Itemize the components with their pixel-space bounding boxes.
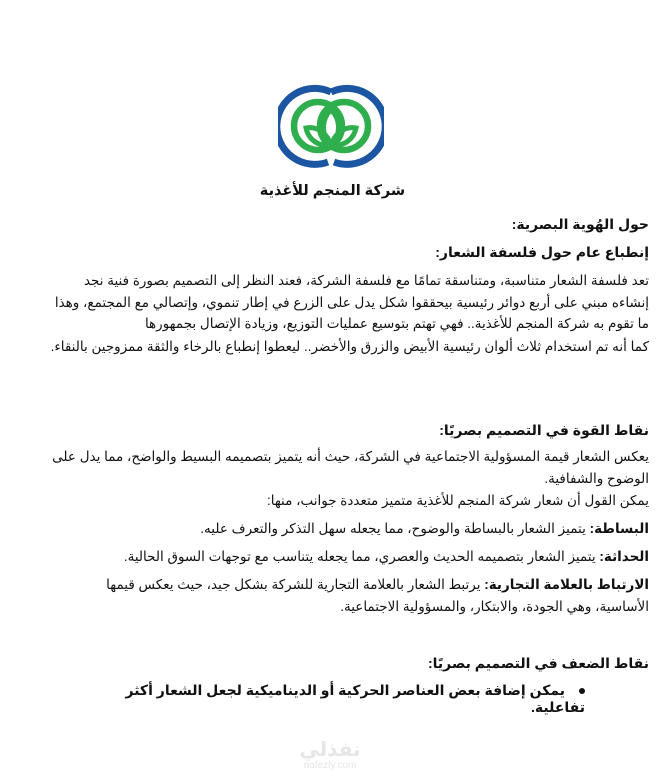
- document-title: شركة المنجم للأغذية: [259, 183, 406, 199]
- bullet-icon: [579, 688, 585, 694]
- strength-item-lead: الحداثة:: [599, 549, 649, 564]
- strengths-paragraph-1: يعكس الشعار قيمة المسؤولية الاجتماعية في الشركة، حيث أنه يتميز بتصميمه البسيط والواضح، مما يدل على الوضوح والشفافية.: [52, 449, 649, 486]
- strength-item-lead: الارتباط بالعلامة التجارية:: [484, 577, 649, 592]
- strength-item-lead: البساطة:: [589, 521, 649, 536]
- strengths-paragraph-2: يمكن القول أن شعار شركة المنجم للأغذية متميز متعددة جوانب، منها:: [266, 493, 649, 508]
- watermark-latin: nafezly.com: [303, 760, 357, 771]
- strength-item-modernity: [49, 546, 649, 568]
- philosophy-paragraph-2: كما أنه تم استخدام ثلاث ألوان رئيسية الأبيض والزرق والأخضر.. ليعطوا إنطباع بالرخاء والثقة ممزوجين بالنقاء.: [50, 339, 649, 354]
- philosophy-heading: إنطباع عام حول فلسفة الشعار:: [435, 244, 649, 260]
- strength-item-text: يتميز الشعار بتصميمه الحديث والعصري، مما يجعله يتناسب مع توجهات السوق الحالية.: [123, 549, 600, 564]
- strength-item-simplicity: [49, 518, 649, 540]
- strength-item-brand-link: [49, 574, 649, 617]
- philosophy-paragraph-1: تعد فلسفة الشعار متناسبة، ومتناسقة تمامًا مع فلسفة الشركة، فعند النظر إلى التصميم بصورة فنية نجد إنشاءه مبني على أربع دوائر رئيسية بيحققوا شكل يدل على الزرع في إطار تنموي، وإتصالي مع المجتمع، وهذا ما تقوم به شركة المنجم للأغذية.. فهي تهتم بتوسيع عمليات التوزيع، وزيادة الإتصال بجمهورها: [54, 273, 649, 331]
- strength-item-text: يتميز الشعار بالبساطة والوضوح، مما يجعله سهل التذكر والتعرف عليه.: [200, 521, 590, 536]
- weakness-list-item: [85, 682, 585, 716]
- strengths-heading: نقاط القوة في التصميم بصريًا:: [439, 422, 649, 438]
- watermark-arabic: نفذلي: [299, 739, 361, 761]
- weaknesses-heading: نقاط الضعف في التصميم بصريًا:: [427, 655, 649, 671]
- watermark: [290, 740, 370, 772]
- identity-heading: حول الهُوية البصرية:: [511, 216, 649, 232]
- strength-item-text: يرتبط الشعار بالعلامة التجارية للشركة بشكل جيد، حيث يعكس قيمها الأساسية، وهي الجودة، والابتكار، والمسؤولية الاجتماعية.: [106, 577, 649, 614]
- weakness-item-text: يمكن إضافة بعض العناصر الحركية أو الديناميكية لجعل الشعار أكثر تفاعلية.: [125, 682, 585, 715]
